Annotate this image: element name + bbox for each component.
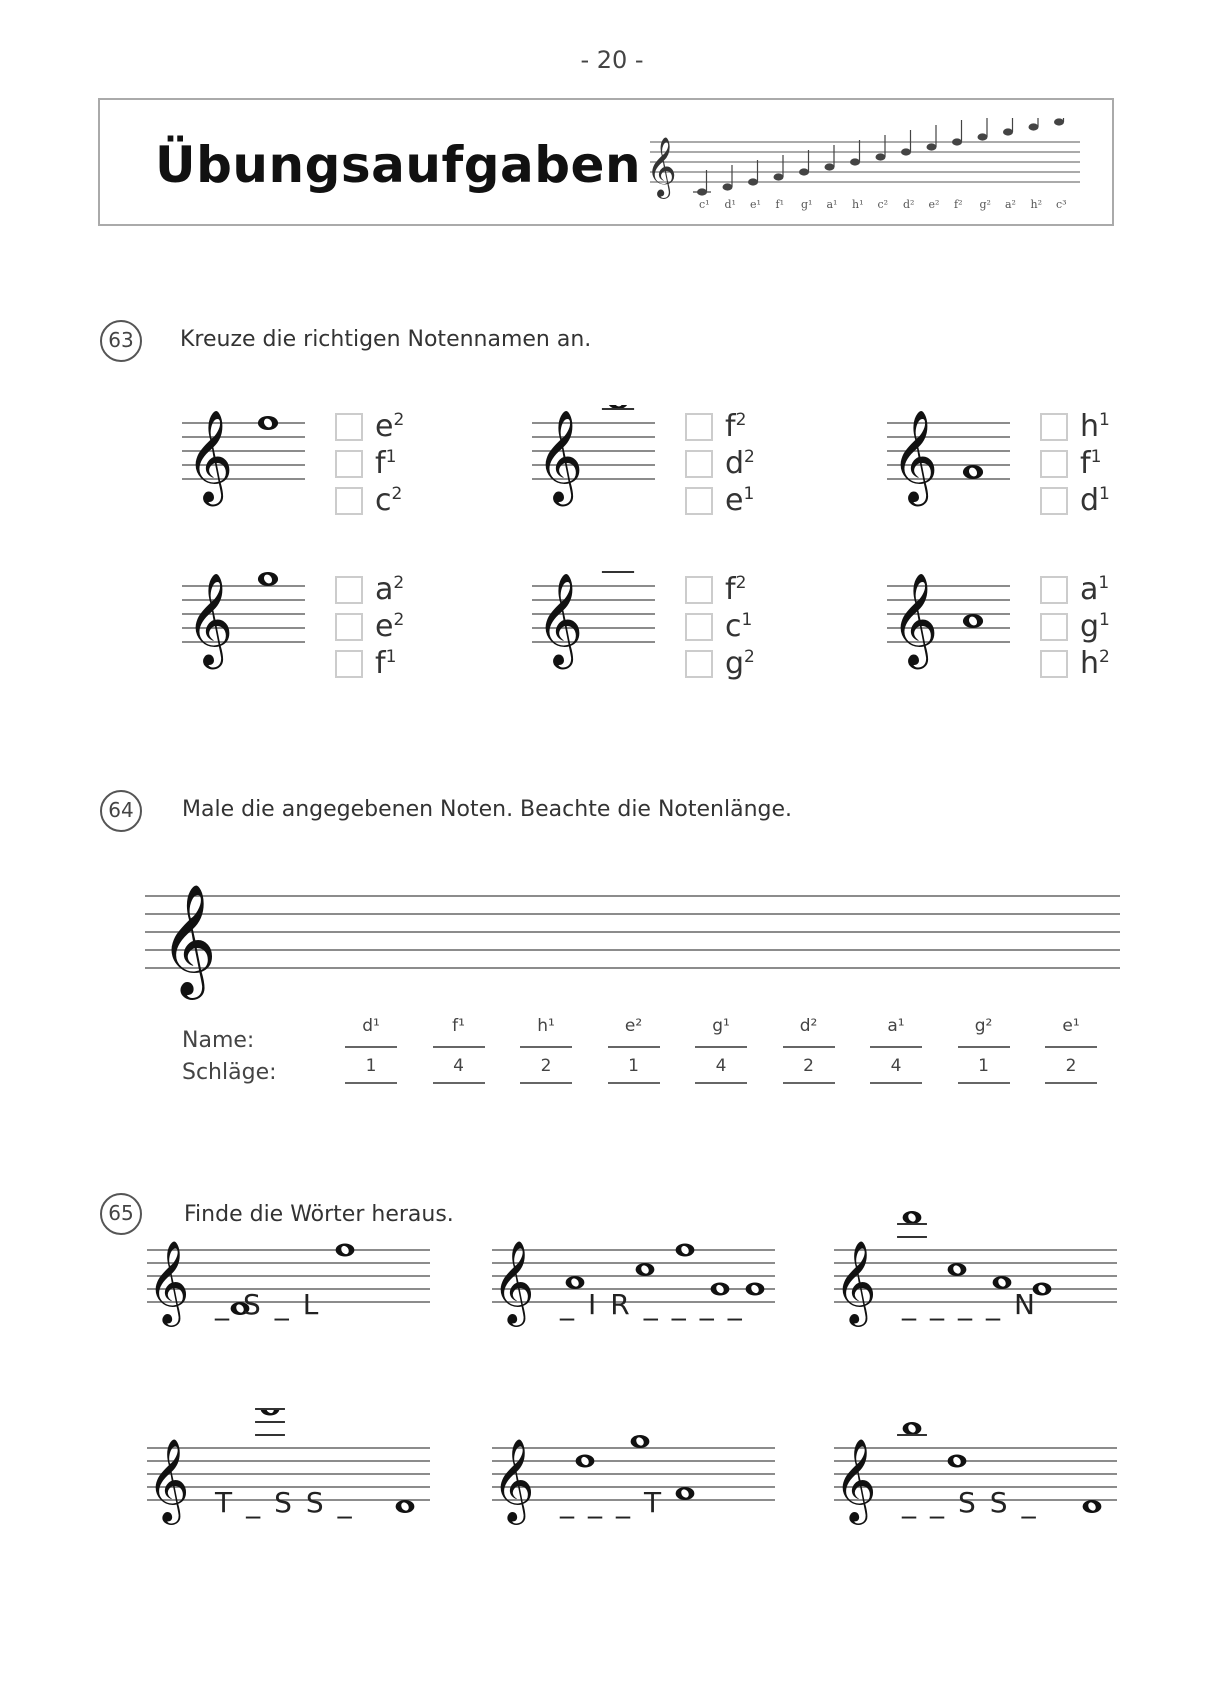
answer-checkbox[interactable] (335, 487, 363, 515)
answer-option-label (725, 609, 752, 644)
answer-option-label (725, 409, 746, 444)
note-letter: g (1080, 609, 1100, 644)
letter-blank[interactable]: _ (215, 1288, 229, 1321)
note-letter: f (725, 409, 736, 444)
treble-clef-icon: 𝄞 (160, 883, 217, 995)
word-answer-row[interactable] (215, 1288, 318, 1321)
given-letter: N (1014, 1288, 1035, 1321)
letter-blank[interactable]: _ (588, 1486, 602, 1519)
octave-mark: 1 (1099, 484, 1110, 504)
given-letter: T (215, 1486, 233, 1519)
beats-blank-line[interactable] (520, 1082, 572, 1084)
letter-blank[interactable]: _ (337, 1486, 352, 1519)
answer-checkbox[interactable] (685, 487, 713, 515)
scale-note (799, 168, 809, 175)
note-letter: f (375, 446, 386, 481)
name-blank-line[interactable] (608, 1046, 660, 1048)
task-63-number: 63 (108, 328, 134, 352)
answer-option-label (1080, 409, 1110, 444)
note-letter: f (375, 646, 386, 681)
answer-checkbox[interactable] (335, 650, 363, 678)
beats-example: 4 (715, 1056, 727, 1076)
answer-option-label (375, 646, 396, 681)
scale-note (901, 148, 911, 155)
scale-note-label: a¹ (826, 198, 838, 211)
given-letter: R (610, 1288, 630, 1321)
answer-option-label (1080, 646, 1110, 681)
scale-note (1029, 123, 1039, 130)
whole-note (336, 1244, 355, 1257)
name-blank-line[interactable] (958, 1046, 1010, 1048)
name-blank-line[interactable] (433, 1046, 485, 1048)
letter-blank[interactable]: _ (671, 1288, 686, 1321)
letter-blank[interactable]: _ (902, 1486, 916, 1519)
scale-note-label: e² (928, 198, 940, 211)
scale-note-label: f² (954, 198, 963, 211)
answer-option-label (375, 446, 396, 481)
treble-clef-icon: 𝄞 (536, 572, 584, 666)
given-letter: S (989, 1486, 1008, 1519)
given-letter: S (305, 1486, 324, 1519)
note-letter: d (725, 446, 745, 481)
given-letter: T (644, 1486, 662, 1519)
whole-note (903, 1422, 922, 1435)
word-answer-row[interactable] (902, 1288, 1035, 1321)
whole-note (636, 1263, 655, 1276)
scale-note-label: g¹ (801, 198, 813, 211)
given-letter: S (274, 1486, 292, 1519)
note-letter: h (1080, 646, 1100, 681)
task-64-instruction: Male die angegebenen Noten. Beachte die Notenlänge. (182, 797, 793, 822)
octave-mark: 1 (385, 647, 397, 667)
beats-example: 1 (365, 1056, 377, 1076)
treble-clef-icon: 𝄞 (492, 1238, 535, 1323)
note-letter: g (725, 646, 745, 681)
whole-note (1083, 1500, 1102, 1513)
answer-checkbox[interactable] (1040, 450, 1068, 478)
answer-option-label (375, 572, 404, 607)
note-name-example: h¹ (537, 1016, 555, 1036)
note-name-example: e¹ (1062, 1016, 1080, 1036)
beats-blank-line[interactable] (870, 1082, 922, 1084)
name-blank-line[interactable] (870, 1046, 922, 1048)
word-answer-row[interactable] (215, 1486, 352, 1519)
octave-mark: 2 (1099, 647, 1110, 667)
note-letter: h (1080, 409, 1100, 444)
answer-option-label (725, 572, 746, 607)
octave-mark: 1 (741, 610, 753, 630)
note-letter: c (375, 483, 392, 518)
whole-note (258, 416, 278, 430)
letter-blank[interactable]: _ (930, 1288, 944, 1321)
answer-option-label (1080, 446, 1101, 481)
octave-mark: 2 (744, 447, 755, 467)
note-name-example: f¹ (452, 1016, 465, 1036)
answer-checkbox[interactable] (1040, 650, 1068, 678)
page-title: Übungsaufgaben (155, 136, 642, 194)
octave-mark: 1 (1099, 410, 1110, 430)
octave-mark: 1 (1099, 610, 1110, 630)
note-letter: e (375, 409, 394, 444)
task-63-staff (180, 405, 310, 515)
reference-scale-staff (640, 118, 1090, 218)
scale-note (1003, 128, 1013, 135)
note-name-example: g¹ (712, 1016, 730, 1036)
octave-mark: 2 (735, 573, 747, 593)
octave-mark: 2 (744, 647, 755, 667)
note-name-example: a¹ (887, 1016, 905, 1036)
whole-note (963, 614, 983, 628)
given-letter: I (588, 1288, 597, 1321)
octave-mark: 1 (743, 484, 755, 504)
answer-checkbox[interactable] (1040, 613, 1068, 641)
answer-option-label (375, 483, 402, 518)
note-letter: e (375, 609, 394, 644)
beats-example: 2 (540, 1056, 552, 1076)
answer-option-label (1080, 483, 1110, 518)
note-letter: e (725, 483, 744, 518)
letter-blank[interactable]: _ (958, 1288, 972, 1321)
answer-checkbox[interactable] (335, 576, 363, 604)
scale-note-label: e¹ (750, 198, 761, 211)
task-63-staff (885, 568, 1015, 678)
name-blank-line[interactable] (695, 1046, 747, 1048)
scale-note-label: c² (877, 198, 889, 211)
scale-note-label: a² (1005, 198, 1016, 211)
name-blank-line[interactable] (783, 1046, 835, 1048)
whole-note (676, 1487, 695, 1500)
answer-checkbox[interactable] (1040, 576, 1068, 604)
task-64-number: 64 (108, 798, 134, 822)
treble-clef-icon: 𝄞 (891, 409, 939, 503)
scale-note (723, 183, 733, 190)
name-blank-line[interactable] (1045, 1046, 1097, 1048)
letter-blank[interactable]: _ (560, 1288, 574, 1321)
beats-blank-line[interactable] (1045, 1082, 1097, 1084)
octave-mark: 2 (393, 573, 405, 593)
scale-note (825, 163, 835, 170)
note-name-example: g² (974, 1016, 993, 1036)
scale-note (876, 153, 886, 160)
treble-clef-icon: 𝄞 (186, 572, 234, 666)
letter-blank[interactable]: _ (930, 1486, 944, 1519)
beats-example: 4 (453, 1056, 464, 1076)
given-letter: L (302, 1288, 319, 1321)
beats-example: 1 (978, 1056, 989, 1076)
whole-note (258, 572, 278, 586)
letter-blank[interactable]: _ (246, 1486, 261, 1519)
answer-option-label (1080, 572, 1109, 607)
letter-blank[interactable]: _ (643, 1288, 658, 1321)
whole-note (631, 1435, 650, 1448)
treble-clef-icon: 𝄞 (834, 1436, 877, 1521)
answer-option-label (375, 409, 404, 444)
scale-note-label: h¹ (852, 198, 864, 211)
octave-mark: 1 (1098, 573, 1110, 593)
answer-option-label (1080, 609, 1110, 644)
note-letter: f (725, 572, 736, 607)
whole-note (396, 1500, 415, 1513)
note-letter: f (1080, 446, 1091, 481)
answer-option-label (725, 483, 754, 518)
task-63-staff (530, 405, 660, 515)
scale-note-label: d¹ (724, 198, 736, 211)
answer-checkbox[interactable] (335, 613, 363, 641)
word-answer-row[interactable] (560, 1288, 742, 1321)
letter-blank[interactable]: _ (274, 1288, 289, 1321)
treble-clef-icon: 𝄞 (834, 1238, 877, 1323)
whole-note (948, 1263, 967, 1276)
octave-mark: 1 (385, 447, 397, 467)
answer-checkbox[interactable] (335, 413, 363, 441)
given-letter: S (958, 1486, 976, 1519)
beats-blank-line[interactable] (608, 1082, 660, 1084)
answer-option-label (375, 609, 404, 644)
name-row-label: Name: (182, 1028, 255, 1053)
scale-note (1054, 118, 1064, 125)
answer-checkbox[interactable] (335, 450, 363, 478)
given-letter: S (243, 1288, 261, 1321)
answer-checkbox[interactable] (685, 613, 713, 641)
whole-note (948, 1455, 967, 1468)
whole-note (1033, 1283, 1052, 1296)
task-63-staff (180, 568, 310, 678)
octave-mark: 2 (393, 610, 405, 630)
whole-note (576, 1455, 595, 1468)
scale-note-label: c¹ (699, 198, 710, 211)
beats-example: 4 (890, 1056, 902, 1076)
beats-blank-line[interactable] (345, 1082, 397, 1084)
answer-checkbox[interactable] (685, 450, 713, 478)
treble-clef-icon: 𝄞 (891, 572, 939, 666)
answer-option-label (725, 446, 755, 481)
name-blank-line[interactable] (520, 1046, 572, 1048)
task-63-instruction: Kreuze die richtigen Notennamen an. (180, 327, 592, 352)
note-name-example: d² (799, 1016, 818, 1036)
treble-clef-icon: 𝄞 (536, 409, 584, 503)
note-letter: a (375, 572, 394, 607)
scale-note (952, 138, 962, 145)
word-answer-row[interactable] (902, 1486, 1036, 1519)
scale-note-label: d² (903, 198, 915, 211)
note-name-example: e² (624, 1016, 643, 1036)
letter-blank[interactable]: _ (902, 1288, 916, 1321)
beats-example: 2 (1065, 1056, 1077, 1076)
treble-clef-icon: 𝄞 (147, 1238, 190, 1323)
beats-example: 2 (803, 1056, 814, 1076)
answer-checkbox[interactable] (1040, 413, 1068, 441)
beats-blank-line[interactable] (695, 1082, 747, 1084)
octave-mark: 2 (393, 410, 405, 430)
whole-note (963, 465, 983, 479)
treble-clef-icon: 𝄞 (147, 1436, 190, 1521)
scale-note (748, 178, 758, 185)
task-63-staff (530, 568, 660, 678)
answer-option-label (725, 646, 755, 681)
page-number: - 20 - (580, 46, 644, 74)
scale-note (978, 133, 988, 140)
beats-blank-line[interactable] (433, 1082, 485, 1084)
beats-example: 1 (628, 1056, 639, 1076)
letter-blank[interactable]: _ (560, 1486, 574, 1519)
letter-blank[interactable]: _ (616, 1486, 630, 1519)
letter-blank[interactable]: _ (986, 1288, 1000, 1321)
beats-row-label: Schläge: (182, 1060, 277, 1085)
beats-blank-line[interactable] (783, 1082, 835, 1084)
octave-mark: 2 (735, 410, 747, 430)
treble-clef-icon: 𝄞 (492, 1436, 535, 1521)
whole-note (676, 1244, 695, 1257)
task-65-instruction: Finde die Wörter heraus. (184, 1202, 454, 1227)
note-name-example: d¹ (362, 1016, 380, 1036)
note-letter: c (725, 609, 742, 644)
whole-note (903, 1211, 922, 1224)
note-letter: d (1080, 483, 1100, 518)
octave-mark: 1 (1090, 447, 1102, 467)
scale-note (774, 173, 784, 180)
scale-note-label: c³ (1056, 198, 1067, 211)
word-answer-row[interactable] (560, 1486, 661, 1519)
note-letter: a (1080, 572, 1099, 607)
answer-checkbox[interactable] (685, 650, 713, 678)
task-64-staff[interactable] (140, 870, 1125, 1000)
answer-checkbox[interactable] (1040, 487, 1068, 515)
task-63-staff (885, 405, 1015, 515)
whole-note (746, 1283, 765, 1296)
letter-blank[interactable]: _ (699, 1288, 714, 1321)
treble-clef-icon: 𝄞 (186, 409, 234, 503)
octave-mark: 2 (391, 484, 403, 504)
scale-note-label: h² (1030, 198, 1042, 211)
treble-clef-icon: 𝄞 (646, 137, 677, 197)
letter-blank[interactable]: _ (1021, 1486, 1036, 1519)
beats-blank-line[interactable] (958, 1082, 1010, 1084)
answer-checkbox[interactable] (685, 413, 713, 441)
scale-note (927, 143, 937, 150)
letter-blank[interactable]: _ (727, 1288, 742, 1321)
scale-note-label: f¹ (775, 198, 784, 211)
scale-note-label: g² (979, 198, 991, 211)
task-65-number: 65 (108, 1201, 134, 1225)
scale-note (850, 158, 860, 165)
answer-checkbox[interactable] (685, 576, 713, 604)
name-blank-line[interactable] (345, 1046, 397, 1048)
